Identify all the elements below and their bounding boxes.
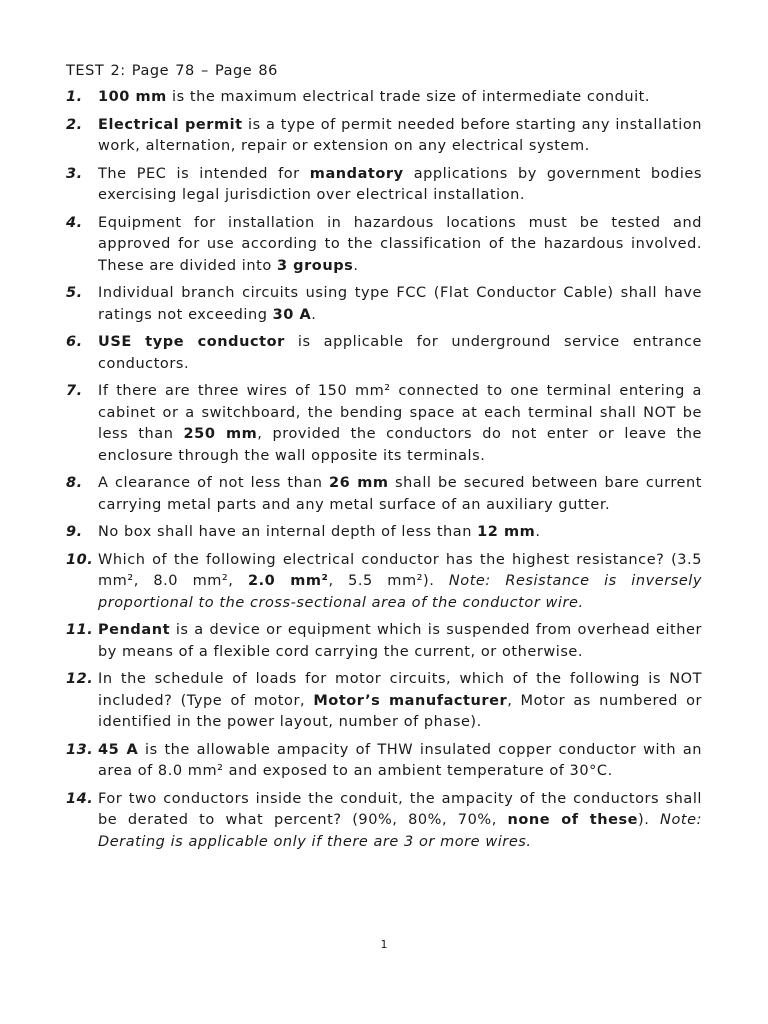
page-heading: TEST 2: Page 78 – Page 86 — [66, 63, 278, 79]
list-item — [66, 115, 702, 158]
item-text — [98, 332, 702, 375]
question-text: ). — [638, 812, 661, 828]
question-text: A clearance of not less than — [98, 475, 330, 491]
note-text: Note: Derating is applicable only if there are 3 or more wires. — [98, 812, 703, 850]
question-text: Which of the following electrical conductor has the highest resistance? (3.5 mm², 8.0 mm², — [98, 551, 702, 589]
note-text: Note: Resistance is inversely proportional to the cross-sectional area of the conductor wire. — [98, 573, 703, 611]
question-text: For two conductors inside the conduit, the ampacity of the conductors shall be derated to what percent? (90%, 80%, 70%, — [98, 790, 702, 828]
answer-text: 30 A — [272, 306, 312, 323]
item-text — [98, 789, 702, 854]
item-text — [98, 550, 702, 615]
question-text: shall be secured between bare current carrying metal parts and any metal surface of an auxiliary gutter. — [98, 475, 702, 513]
answer-text: 45 A — [98, 741, 139, 758]
page-number: 1 — [380, 938, 388, 951]
question-text: Individual branch circuits using type FCC (Flat Conductor Cable) shall have ratings not exceeding — [98, 285, 702, 323]
document-page — [66, 60, 702, 859]
item-text — [98, 213, 702, 278]
item-number: 8. — [66, 475, 83, 491]
list-item — [66, 473, 702, 516]
item-text — [98, 164, 702, 207]
item-number: 4. — [66, 214, 83, 231]
answer-text: 100 mm — [98, 89, 167, 105]
answer-text: 250 mm — [183, 426, 258, 442]
answer-text: Pendant — [98, 622, 171, 638]
answer-text: 2.0 mm² — [247, 573, 329, 589]
question-text: , provided the conductors do not enter or leave the enclosure through the wall opposite its terminals. — [98, 426, 702, 464]
list-item — [66, 213, 702, 278]
list-item — [66, 87, 702, 109]
question-text: applications by government bodies exercising legal jurisdiction over electrical installation. — [98, 165, 703, 203]
item-number: 11. — [66, 622, 94, 638]
list-item — [66, 283, 702, 326]
question-text: is applicable for underground service entrance conductors. — [98, 334, 702, 372]
item-number: 14. — [66, 790, 94, 807]
answer-text: mandatory — [309, 165, 404, 182]
item-number: 2. — [66, 116, 83, 133]
question-text: . — [353, 257, 359, 274]
question-text: is the maximum electrical trade size of intermediate conduit. — [166, 89, 651, 105]
answer-text: 12 mm — [477, 524, 536, 540]
item-text — [98, 87, 702, 109]
question-text: In the schedule of loads for motor circuits, which of the following is NOT included? (Type of motor, — [98, 671, 702, 709]
answer-text: Electrical permit — [98, 116, 243, 133]
item-text — [98, 381, 702, 467]
question-text: . — [311, 306, 317, 323]
item-number: 6. — [66, 334, 83, 350]
item-text — [98, 620, 702, 663]
list-item — [66, 669, 702, 734]
item-number: 10. — [66, 551, 94, 568]
question-text: is a device or equipment which is suspended from overhead either by means of a flexible cord carrying the current, or otherwise. — [98, 622, 702, 660]
question-text: is the allowable ampacity of THW insulated copper conductor with an area of 8.0 mm² and exposed to an ambient temperature of 30°C. — [98, 741, 702, 779]
item-number: 3. — [66, 165, 83, 182]
question-text: , Motor as numbered or identified in the power layout, number of phase). — [98, 692, 703, 730]
question-list — [66, 87, 702, 853]
list-item — [66, 164, 702, 207]
question-text: Equipment for installation in hazardous locations must be tested and approved for use according to the classification of the hazardous involved. These are divided into — [98, 214, 702, 274]
question-text: , 5.5 mm²). — [328, 573, 449, 589]
item-number: 9. — [66, 524, 83, 540]
item-number: 1. — [66, 89, 83, 105]
item-text — [98, 740, 702, 783]
item-number: 5. — [66, 285, 83, 301]
question-text: . — [535, 524, 541, 540]
item-text — [98, 473, 702, 516]
list-item — [66, 381, 702, 467]
item-number: 12. — [66, 671, 94, 687]
question-text: is a type of permit needed before starting any installation work, alternation, repair or extension on any electrical system. — [98, 116, 702, 154]
question-text: The PEC is intended for — [98, 165, 310, 182]
list-item — [66, 789, 702, 854]
answer-text: none of these — [507, 812, 639, 828]
list-item — [66, 620, 702, 663]
question-text: No box shall have an internal depth of less than — [98, 524, 478, 540]
question-text: If there are three wires of 150 mm² connected to one terminal entering a cabinet or a switchboard, the bending space at each terminal shall NOT be less than — [98, 383, 702, 442]
answer-text: Motor’s manufacturer — [313, 692, 508, 709]
answer-text: USE type conductor — [98, 334, 285, 350]
list-item — [66, 740, 702, 783]
answer-text: 26 mm — [329, 475, 389, 491]
list-item — [66, 332, 702, 375]
answer-text: 3 groups — [276, 257, 354, 274]
item-text — [98, 522, 702, 544]
item-number: 7. — [66, 383, 83, 399]
item-text — [98, 669, 702, 734]
list-item — [66, 522, 702, 544]
list-item — [66, 550, 702, 615]
item-number: 13. — [66, 741, 94, 758]
item-text — [98, 115, 702, 158]
item-text — [98, 283, 702, 326]
